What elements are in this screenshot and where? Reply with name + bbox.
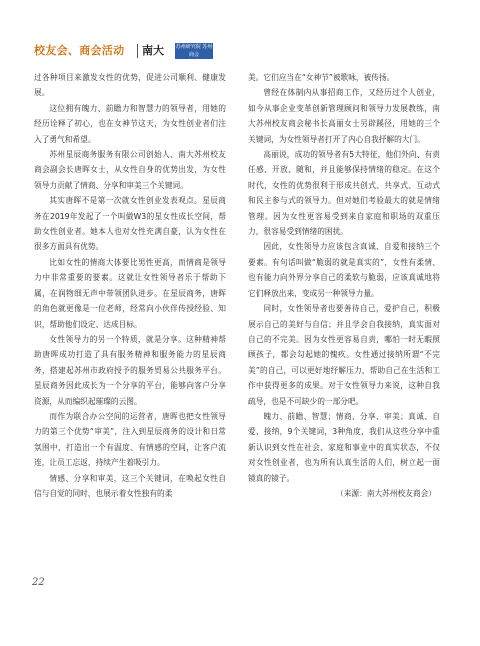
page-header [34, 42, 454, 60]
paragraph: 女性领导力的另一个特质，就是分享。这种精神帮助唐晖成功打造了具有服务精神和服务能力的星辰商务，搭建起苏州市政府授予的服务贸易公共服务平台。星辰商务因此成长为一个分享的平台，能够向客户分享资源，从而编织起璀璨的云图。 [34, 334, 226, 406]
paragraph: 因此，女性领导力应该包含真诚、自爱和接纳三个要素。有句话叫做“脆弱的就是真实的”，女性有柔情、也有能力向外界分享自己的柔软与脆弱，应该真诚地将它们释放出来，变成另一种领导力量。 [248, 242, 440, 298]
paragraph: 而作为联合办公空间的运营者，唐晖也把女性领导力的第三个优势“审美”，注入到星辰商务的设计和日常氛围中，打造出一个有温度、有情感的空间，让客户流连，让员工忘返，持续产生着吸引力。 [34, 411, 226, 468]
paragraph: 比如女性的情商大体要比男性更高，而情商是领导力中非常重要的要素。这就让女性领导者乐于帮助下属，在润物细无声中带领团队进步。在星辰商务，唐晖的角色就更像是一位老师，经常向小伙伴传授经验、知识，帮助他们设定、达成目标。 [34, 257, 226, 329]
paragraph: 过各种项目来激发女性的优势，促进公司顺利、健康发展。 [34, 73, 226, 98]
brand-name: 南大 [142, 44, 164, 57]
left-column [34, 70, 226, 501]
paragraph: 美。它们应当在“女神节”被歌咏，被传扬。 [248, 73, 395, 82]
paragraph: 曾经在体制内从事招商工作，又经历过个人创业，如今从事企业变革创新管理顾问和领导力发展教练，南大苏州校友商会秘书长高丽女士另辟蹊径，用她的三个关键词，为女性领导者打开了内心自我抒解的大门。 [248, 88, 440, 144]
source-credit: （来源：南大苏州校友商会） [336, 488, 436, 498]
section-title: 校友会、商会活动 [34, 44, 125, 57]
paragraph: 其实唐晖不是第一次就女性创业发表观点。星辰商务在2019年发起了一个叫做W3的星女性成长空间，帮助女性创业者。她本人也对女性充满自豪，认为女性在很多方面具有优势。 [34, 196, 226, 252]
paragraph: 高丽说，成功的领导者有5大特征，他们外向、有责任感、开放、随和，并且能够保持情绪的稳定。在这个时代，女性的优势很利于形成共创式、共享式、互动式和民主参与式的领导力。但对她们考验最大的就是情绪管理。因为女性更容易受到来自家庭和职场的双重压力，很容易受到情绪的困扰。 [248, 150, 440, 237]
page-number: 22 [32, 577, 45, 588]
brand-logo: 苏州研究院 苏州商会 [175, 44, 213, 58]
paragraph: 这位拥有魄力、前瞻力和智慧力的领导者，用她的经历诠释了初心，也在女神节这天，为女性创业者们注入了勇气和希望。 [34, 103, 226, 144]
paragraph: 魄力、前瞻、智慧；情商、分享、审美；真诚、自爱、接纳，9个关键词，3种角度，我们从这些分享中重新认识到女性在社会、家庭和事业中的真实状态，不仅对女性创业者，也为所有认真生活的人们，树立起一面镜真的镜子。 [248, 411, 440, 483]
paragraph: 苏州星辰商务服务有限公司创始人、南大苏州校友商会副会长唐晖女士，从女性自身的优势出发，为女性领导力贡献了情商、分享和审美三个关键词。 [34, 150, 226, 190]
right-column [248, 70, 440, 501]
paragraph: 情感、分享和审美，这三个关键词，在唤起女性自信与自觉的同时，也展示着女性独有的柔 [34, 473, 226, 498]
header-divider [137, 44, 138, 58]
paragraph: 同时，女性领导者也要善待自己，爱护自己，积极展示自己的美好与自信；并且学会自我接纳，真实面对自己的不完美。因为女性更容易自责，哪怕一时无暇照顾孩子，都会勾起她的愧疚。女性通过接纳所谓“不完美”的自己，可以更好地纾解压力，帮助自己在生活和工作中获得更多的成果。对于女性领导力来说，这种自我疏导，也是不可缺少的一部分吧。 [248, 304, 440, 406]
